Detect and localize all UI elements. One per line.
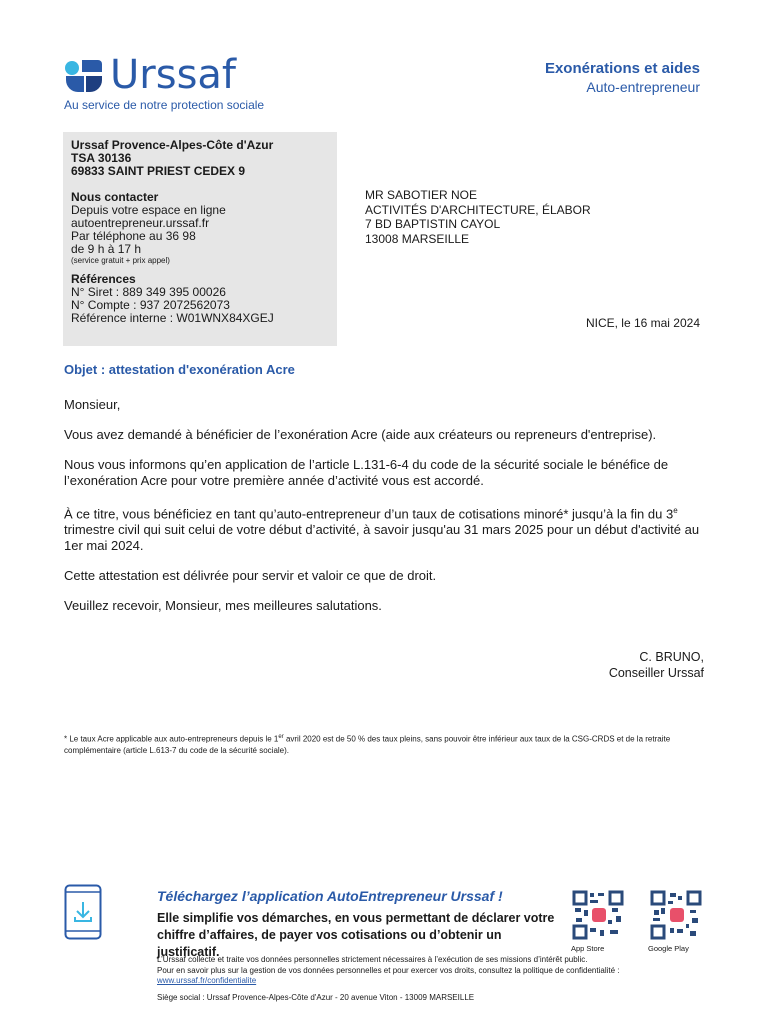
siret-number: N° Siret : 889 349 395 00026 [71,285,226,299]
app-promo-description: Elle simplifie vos démarches, en vous permettant de déclarer votre chiffre d’affaires, de payer vos cotisations ou d’obtenir un justificatif. [157,911,555,959]
sender-org: Urssaf Provence-Alpes-Côte d'Azur [71,138,274,152]
letter-date: NICE, le 16 mai 2024 [585,316,700,330]
references-heading: Références [71,272,136,286]
footnote-part2: avril 2020 est de 50 % des taux pleins, sans pouvoir être inférieur aux taux de la CSG-CRDS et de la retraite complémentaire (article L.613-7 du code de la sécurité sociale). [64,734,671,755]
paragraph-rate-sup: e [673,506,678,515]
legal-notice [157,955,717,1003]
urssaf-logo [64,52,265,118]
internal-reference: Référence interne : W01WNX84XGEJ [71,311,274,325]
sender-city: 69833 SAINT PRIEST CEDEX 9 [71,164,246,178]
recipient-address [365,188,591,246]
signature-block [609,649,704,681]
footnote [64,732,714,756]
recipient-name: MR SABOTIER NOE [365,188,478,202]
app-store-qr-icon[interactable] [572,890,624,940]
privacy-link[interactable]: www.urssaf.fr/confidentialite [157,976,257,985]
paragraph-rate [64,503,704,554]
paragraph-attestation: Cette attestation est délivrée pour servir et valoir ce que de droit. [64,568,437,584]
google-play-label: Google Play [648,944,689,953]
document-heading [545,60,700,95]
footnote-sup: er [278,734,284,740]
signatory-role: Conseiller Urssaf [608,666,704,680]
urssaf-logo-icon [64,58,108,94]
contact-phone: Par téléphone au 36 98 [71,229,196,243]
app-store-label: App Store [571,944,605,953]
urssaf-tagline: Au service de notre protection sociale [64,98,265,112]
salutation: Monsieur, [64,397,121,412]
sender-info-box [63,132,337,346]
sender-tsa: TSA 30136 [71,151,132,165]
document-title: Exonérations et aides [544,60,700,77]
paragraph-request: Vous avez demandé à bénéficier de l’exonération Acre (aide aux créateurs ou repreneurs d'entreprise). [64,427,657,442]
phone-download-icon [64,884,102,940]
recipient-city: 13008 MARSEILLE [365,231,470,246]
contact-hours: de 9 h à 17 h [71,242,142,256]
footnote-part1: * Le taux Acre applicable aux auto-entrepreneurs depuis le 1 [64,734,279,744]
paragraph-rate-part2: trimestre civil qui suit celui de votre début d’activité, à savoir jusqu'au 31 mars 2025 pour un début d'activité au 1er mai 2024. [64,522,700,554]
contact-website: autoentrepreneur.urssaf.fr [71,216,210,230]
document-subtitle: Auto-entrepreneur [586,79,700,95]
contact-line-online: Depuis votre espace en ligne [71,203,226,217]
app-promo-title: Téléchargez l’application AutoEntrepreneur Urssaf ! [157,888,503,904]
recipient-street: 7 BD BAPTISTIN CAYOL [365,217,501,231]
google-play-qr-icon[interactable] [650,890,702,940]
recipient-company: ACTIVITÉS D'ARCHITECTURE, ÉLABOR [365,202,591,217]
letter-body [64,397,704,628]
contact-heading: Nous contacter [71,190,159,204]
account-number: N° Compte : 937 2072562073 [71,298,230,312]
signatory-name: C. BRUNO, [639,650,704,664]
letter-subject: Objet : attestation d'exonération Acre [64,362,295,377]
urssaf-wordmark: Urssaf [110,52,236,98]
paragraph-rate-part1: À ce titre, vous bénéficiez en tant qu’auto-entrepreneur d’un taux de cotisations minoré* jusqu’à la fin du 3 [64,506,674,522]
privacy-line1: L’Urssaf collecte et traite vos données personnelles strictement nécessaires à l’exécution de ses missions d’intérêt public. [157,955,588,964]
contact-note: (service gratuit + prix appel) [71,256,170,265]
paragraph-closing: Veuillez recevoir, Monsieur, mes meilleures salutations. [64,598,382,614]
head-office-address: Siège social : Urssaf Provence-Alpes-Côte d'Azur - 20 avenue Viton - 13009 MARSEILLE [157,992,475,1002]
privacy-line2: Pour en savoir plus sur la gestion de vos données personnelles et pour exercer vos droits, consultez la politique de confidentialité : [157,965,620,975]
paragraph-granted: Nous vous informons qu’en application de l’article L.131-6-4 du code de la sécurité sociale le bénéfice de l’exonération Acre pour votre première année d’activité vous est accordé. [64,457,669,488]
